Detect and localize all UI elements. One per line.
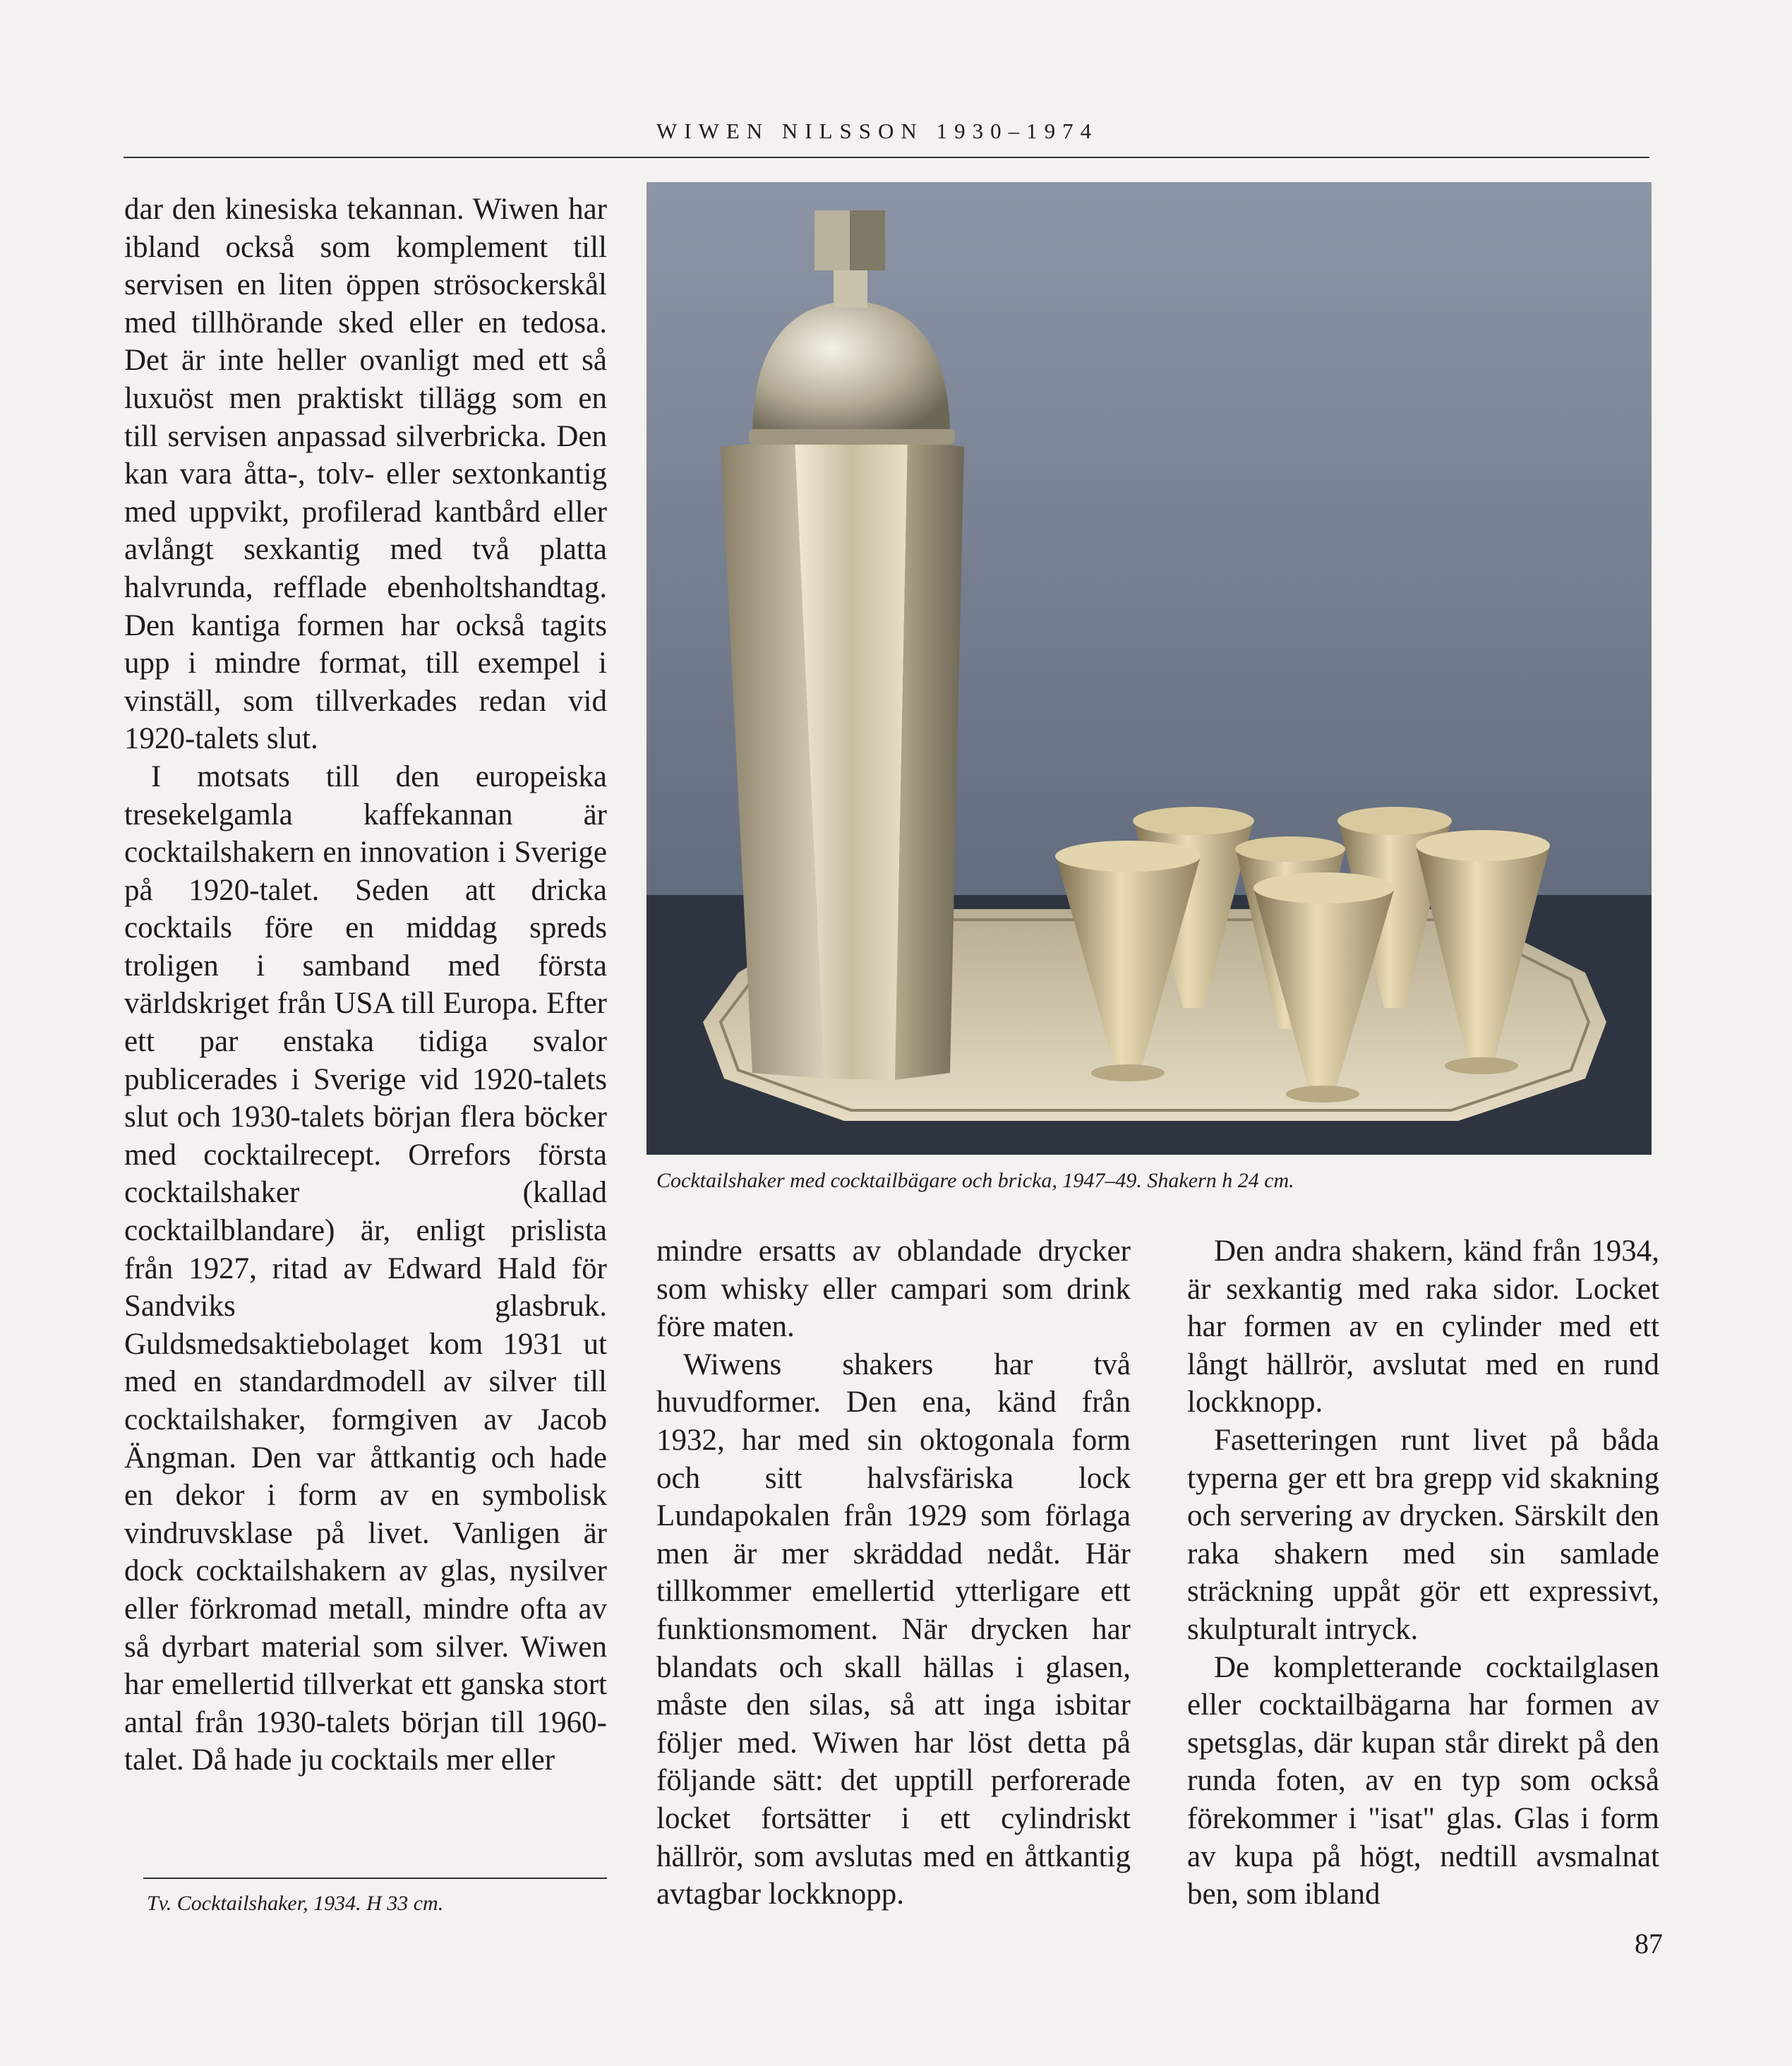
middle-paragraph-1: mindre ersatts av oblandade drycker som whisky eller campari som drink före maten. xyxy=(656,1235,1131,1344)
middle-column xyxy=(656,1232,1131,1914)
right-column xyxy=(1187,1232,1659,1914)
cocktail-cups xyxy=(1055,807,1550,1103)
right-paragraph-2: Fasetteringen runt livet på båda typerna ger ett bra grepp vid skakning och servering av drycken. Särskilt den raka shakern med sin samlade sträckning uppåt gör ett expressivt, skulpturalt intryck. xyxy=(1187,1423,1659,1646)
note-caption: Tv. Cocktailshaker, 1934. H 33 cm. xyxy=(147,1892,444,1915)
cocktail-set-photo xyxy=(647,182,1652,1155)
page-number: 87 xyxy=(1635,1928,1663,1959)
right-paragraph-1: Den andra shakern, känd från 1934, är sexkantig med raka sidor. Locket har formen av en cylinder med ett långt hällrör, avslutat med en rund lockknopp. xyxy=(1187,1235,1659,1419)
header-rule xyxy=(124,157,1649,158)
photo-caption: Cocktailshaker med cocktailbägare och bricka, 1947–49. Shakern h 24 cm. xyxy=(656,1169,1294,1192)
middle-paragraph-2: Wiwens shakers har två huvudformer. Den ena, känd från 1932, har med sin oktogonala form och sitt halvsfäriska lock Lundapokalen från 1929 som förlaga men är mer skräddad nedåt. Här tillkommer emellertid ytterligare ett funktionsmoment. När drycken har blandats och skall hällas i glasen, måste den silas, så att inga isbitar följer med. Wiwen har löst detta på följande sätt: det upptill perforerade locket fortsätter i ett cylindriskt hällrör, som avslutas med en åttkantig avtagbar lockknopp. xyxy=(656,1347,1131,1911)
left-paragraph-2: I motsats till den europeiska tresekelgamla kaffekannan är cocktailshakern en innovation i Sverige på 1920-talet. Seden att dricka cocktails före en middag spreds troligen i samband med första världskriget från USA till Europa. Efter ett par enstaka tidiga svalor publicerades i Sverige vid 1920-talets slut och 1930-talets början flera böcker med cocktailrecept. Orrefors första cocktailshaker (kallad cocktailblandare) är, enligt prislista från 1927, ritad av Edward Hald för Sandviks glasbruk. Guldsmedsaktiebolaget kom 1931 ut med en standardmodell av silver till cocktailshaker, formgiven av Jacob Ängman. Den var åttkantig och hade en dekor i form av en symbolisk vindruvsklase på livet. Vanligen är dock cocktailshakern av glas, nysilver eller förkromad metall, mindre ofta av så dyrbart material som silver. Wiwen har emellertid tillverkat ett ganska stort antal från 1930-talets början till 1960-talet. Då hade ju cocktails mer eller xyxy=(124,759,607,1777)
right-paragraph-3: De kompletterande cocktailglasen eller cocktailbägarna har formen av spetsglas, där kupan står direkt på den runda foten, av en typ som också förekommer i "isat" glas. Glas i form av kupa på högt, nedtill avsmalnat ben, som ibland xyxy=(1187,1650,1659,1911)
left-column xyxy=(124,191,607,1779)
note-rule xyxy=(143,1878,607,1879)
left-paragraph-1: dar den kinesiska tekannan. Wiwen har ibland också som komplement till servisen en liten öppen strösockerskål med tillhörande sked eller en tedosa. Det är inte heller ovanligt med ett så luxuöst men praktiskt tillägg som en till servisen anpassad silverbricka. Den kan vara åtta-, tolv- eller sextonkantig med uppvikt, profilerad kantbård eller avlångt sexkantig med två platta halvrunda, refflade ebenholtshandtag. Den kantiga formen har också tagits upp i mindre format, till exempel i vinställ, som tillverkades redan vid 1920-talets slut. xyxy=(124,193,607,756)
running-head: WIWEN NILSSON 1930–1974 xyxy=(656,119,1099,143)
photo-illustration xyxy=(647,182,1652,1155)
